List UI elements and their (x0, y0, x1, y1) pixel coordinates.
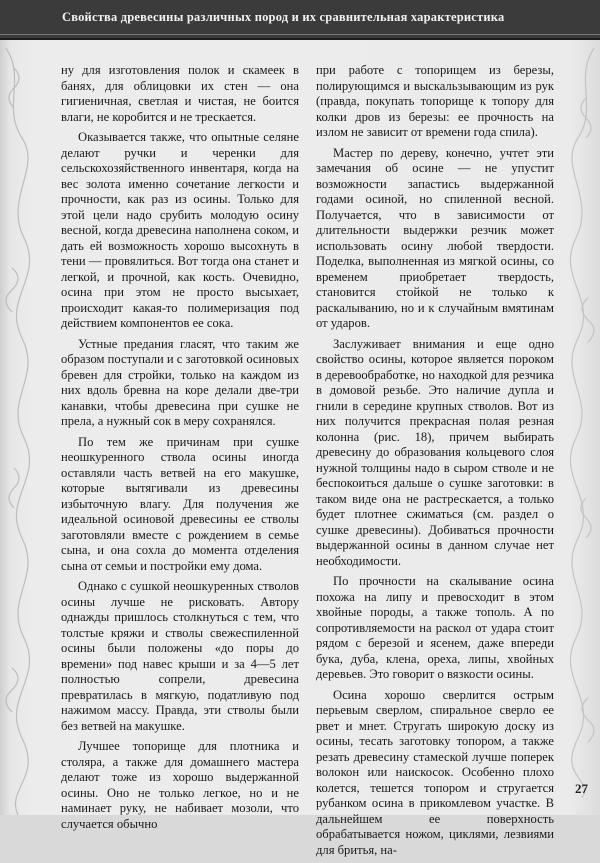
left-column (61, 63, 299, 837)
paragraph: По прочности на скалывание осина похожа на липу и превосходит в этом хвойные породы, а также тополь. А по сопротивляемости на раскол от удара стоит рядом с березой и ясенем, даже впереди бука, дуба, клена, ореха, липы, хвойных деревьев. Это говорит о вязкости осины. (316, 574, 554, 681)
right-ornament-border (560, 38, 600, 815)
paragraph: Устные предания гласят, что таким же образом поступали и с заготовкой осиновых бревен для стройки, только на каждом из них вдоль бревна на коре делали две-три канавки, чтобы древесина при сушке не прела, а нужный сок в меру сохранялся. (61, 336, 299, 428)
right-column (316, 63, 554, 863)
paragraph: Оказывается также, что опытные селяне делают ручки и черенки для сельскохозяйственного инвентаря, когда на вес золота именно сочетание легкости и прочности, как раз из осины. Только для этой цели надо срубить молодую осину весной, когда древесина наполнена соком, и дать ей возможность хорошо высохнуть в тени — провялиться. Вот тогда она станет и легкой, и прочной, как кость. Очевидно, осина при этом не просто высыхает, происходит какая-то полимеризация под действием компонентов ее сока. (61, 130, 299, 330)
paragraph: По тем же причинам при сушке неошкуренного ствола осины иногда оставляли часть ветвей на его макушке, которые вытягивали из древесины избыточную влагу. Для получения же идеальной осиновой древесины ее стволы заготовляли вместе с рождением в семье сына, и она сохла до момента отделения сына от семьи и постройки ему дома. (61, 434, 299, 573)
paragraph: ну для изготовления полок и скамеек в банях, для облицовки их стен — она гигиеничная, светлая и чистая, не боится влаги, не коробится и не трескается. (61, 63, 299, 124)
page-number: 27 (575, 781, 588, 796)
paragraph: Лучшее топорище для плотника и столяра, а также для домашнего мастера делают тоже из хорошо выдержанной осины. Оно не только легкое, но и не наминает руку, не набивает мозоли, что случается обычно (61, 739, 299, 831)
paragraph: Заслуживает внимания и еще одно свойство осины, которое является пороком в деревообработке, но находкой для резчика в домовой резьбе. Это наличие дупла и гнили в середине крупных стволов. Вот из них получится прекрасная полая резная колонна (рис. 18), причем выбирать древесину до образования кольцевого слоя нужной толщины надо в сыром стволе и не беспокоиться дальше о сушке заготовки: в таком виде она не растрескается, а только будет плотнее сжиматься (см. раздел о сушке древесины). Добиваться прочности выдержанной осины в данном случае нет необходимости. (316, 336, 554, 568)
left-ornament-border (0, 38, 40, 815)
header-band (0, 0, 600, 40)
running-head: Свойства древесины различных пород и их сравнительная характеристика (62, 10, 505, 24)
paragraph: Осина хорошо сверлится острым перьевым сверлом, спиральное сверло ее рвет и мнет. Стругать широкую доску из осины, тесать заготовку топором, а также резать древесину стамеской лучше поперек волокон или наискосок. Особенно плохо колется, тешется топором и стругается рубанком осина в прикомлевом участке. В дальнейшем ее поверхность обрабатывается ножом, циклями, лезвиями для бритья, на- (316, 687, 554, 857)
paragraph: Мастер по дереву, конечно, учтет эти замечания об осине — не упустит возможности запастись выдержанной годами осиной, но спиленной весной. Получается, что в зависимости от длительности выдержки резчик может использовать осину любой твердости. Поделка, выполненная из мягкой осины, со временем приобретает твердость, становится стойкой не только к раскалыванию, но и к случайным вмятинам от ударов. (316, 145, 554, 330)
paragraph: при работе с топорищем из березы, полирующимся и выскальзывающим из рук (правда, покупать топорище к топору для колки дров из березы: ее прочность на излом не зависит от времени года спила). (316, 63, 554, 139)
paragraph: Однако с сушкой неошкуренных стволов осины лучше не рисковать. Автору однажды пришлось столкнуться с тем, что толстые кряжи и стволы свежеспиленной осины были положены «до поры до времени» под навес крыши и за 4—5 лет полностью сопрели, древесина превратилась в мягкую, податливую под нажимом массу. Правда, эти стволы были без ветвей на макушке. (61, 579, 299, 733)
